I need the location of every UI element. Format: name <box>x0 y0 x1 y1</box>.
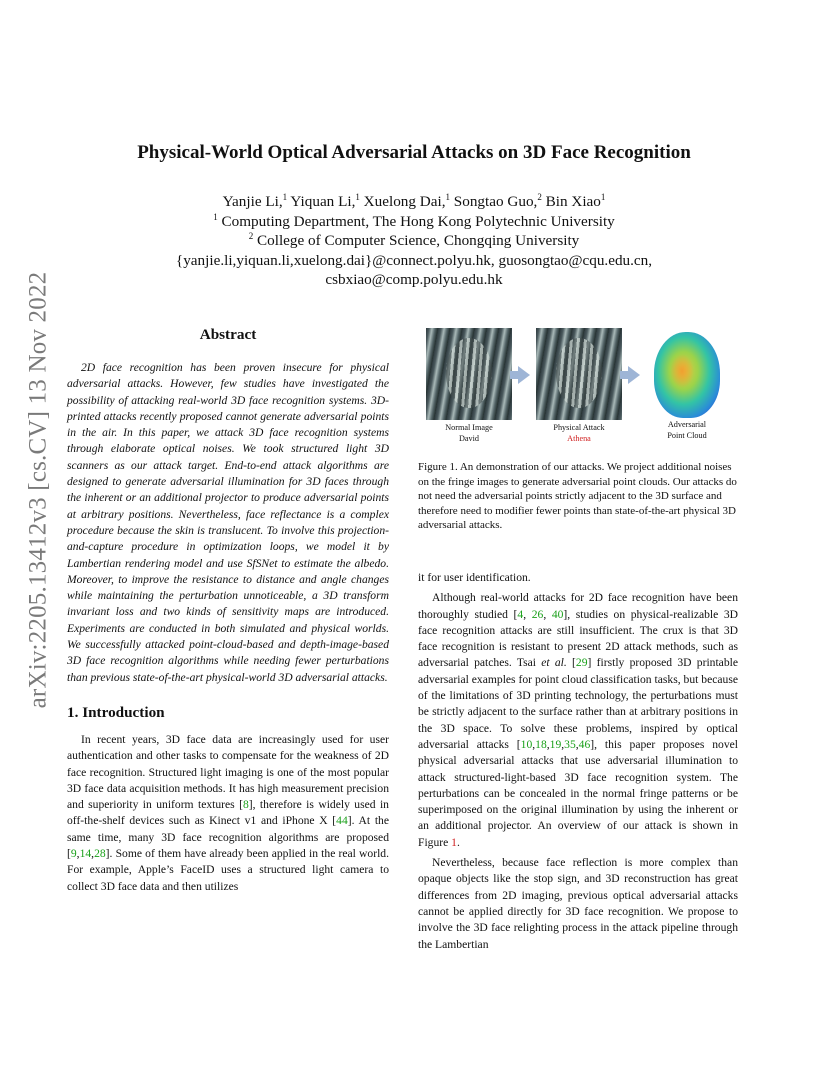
email-line-2: csbxiao@comp.polyu.edu.hk <box>325 271 503 289</box>
figure-caption: Figure 1. An demonstration of our attacks. We project additional noises on the fringe images to generate adversarial point clouds. Our attacks do not need the adversarial points strictly adjacent to the 3D surface and therefore need to modifier fewer points than state-of-the-art physical 3D adversarial attacks. <box>418 461 737 532</box>
citation-link[interactable]: 28 <box>94 847 106 861</box>
citation-link[interactable]: 46 <box>578 737 591 751</box>
affiliation-1 <box>70 212 758 232</box>
text-run: Although real-world attacks for 2D face recognition have been thoroughly studied [ <box>418 591 738 621</box>
affil-mark: 1 <box>282 191 288 202</box>
citation-link[interactable]: 40 <box>551 607 564 621</box>
abstract-heading: Abstract <box>199 326 257 343</box>
citation-link[interactable]: 8 <box>242 798 249 812</box>
intro-paragraph-1: In recent years, 3D face data are increasingly used for user authentication and other tasks to compensate for the weakness of 2D face recognition. Structured light imaging is one of the most popular 3D face data acquisition methods. It has high measurement precision and superiority in uniform textures [8], therefore is widely used in off-the-shelf devices such as Kinect v1 and iPhone X [44]. At the same time, many 3D face recognition algorithms are proposed [9,14,28]. Some of them have already been applied in the real world. For example, Apple’s FaceID uses a structured light camera to collect 3D face data and then utilizes <box>67 732 389 893</box>
text-run: . <box>456 835 460 849</box>
author-block <box>70 192 758 290</box>
caption-line: Physical Attack <box>553 423 605 432</box>
arrow-icon <box>628 366 640 384</box>
text-run: ], this paper proposes novel physical adversarial attacks that use adversarial illumination to attack structured-light-based 3D face recognition system. The perturbations can be concealed in the normal fringe patterns or be superimposed on the original illumination by using the inherent or an additional projector. An overview of our attack is shown in Figure <box>418 737 739 849</box>
caption-line: Normal Image <box>445 423 493 432</box>
text-run: ] firstly proposed 3D printable adversarial examples for point cloud classification tasks, but because of the limitations of 3D printing technology, the perturbations must be strictly adjacent to the surface rather than at arbitrary positions in the 3D space. To solve these problems, inspired by optical adversarial attacks [ <box>418 656 738 751</box>
affil-mark: 1 <box>213 211 218 222</box>
author-name: Songtao Guo, <box>450 193 538 210</box>
citation-link[interactable]: 14 <box>79 847 92 861</box>
text-run: ], studies on physical-realizable 3D face recognition attacks are still insufficient. The crux is that 3D face recognition is resistant to present 2D attack methods, such as adversarial patches. Tsai <box>418 607 739 670</box>
text-run: ]. At the same time, many 3D face recognition algorithms are proposed [ <box>67 814 389 861</box>
citation-link[interactable]: 26 <box>531 607 544 621</box>
caption-line: David <box>458 433 479 443</box>
panel-caption-attack <box>536 423 622 444</box>
arxiv-side-label: arXiv:2205.13412v3 [cs.CV] 13 Nov 2022 <box>24 271 52 709</box>
citation-link[interactable]: 10 <box>520 737 533 751</box>
affiliation-2 <box>70 231 758 251</box>
figure-1 <box>418 328 738 452</box>
figure-link[interactable]: 1 <box>451 835 457 849</box>
text-run: [ <box>566 656 576 670</box>
affil-mark: 2 <box>537 191 542 202</box>
author-name: Xuelong Dai, <box>359 193 446 210</box>
caption-line: Athena <box>567 433 591 443</box>
affiliation-text: College of Computer Science, Chongqing University <box>253 232 580 250</box>
arxiv-side-label-box <box>18 271 58 709</box>
author-name: Yanjie Li, <box>222 193 283 210</box>
citation-link[interactable]: 44 <box>336 814 348 828</box>
citation-link[interactable]: 4 <box>517 607 524 621</box>
citation-link[interactable]: 35 <box>564 737 576 751</box>
arrow-icon <box>518 366 530 384</box>
abstract-text: 2D face recognition has been proven insecure for physical adversarial attacks. However, few studies have investigated the possibility of attacking real-world 3D face recognition systems. 3D-printed attacks recently proposed cannot generate adversarial points in the air. In this paper, we attack 3D face recognition systems through elaborate optical noises. We took structured light 3D scanners as our attack target. End-to-end attack algorithms are designed to generate adversarial illumination for 3D faces through the inherent or an additional projector to produce adversarial points at arbitrary positions. Nevertheless, face reflectance is a complex procedure because the skin is translucent. To involve this projection-and-capture procedure in optimization loops, we model it by Lambertian rendering model and use SfSNet to estimate the albedo. Moreover, to improve the resistance to distance and angle changes while maintaining the perturbation unnoticeable, a 3D transform invariant loss and two kinds of sensitivity maps are introduced. Experiments are conducted in both simulated and physical worlds. We successfully attacked point-cloud-based and depth-image-based 3D face recognition algorithms while needing fewer perturbations than previous state-of-the-art physical-world 3D adversarial attacks. <box>67 361 389 684</box>
intro-continuation: it for user identification. <box>418 571 531 584</box>
left-column <box>67 326 389 895</box>
face-image-david <box>426 328 512 420</box>
point-cloud-panel <box>644 328 730 420</box>
text-run: ], therefore is widely used in off-the-shelf devices such as Kinect v1 and iPhone X [ <box>67 798 389 828</box>
affil-mark: 1 <box>355 191 360 202</box>
panel-caption-normal <box>426 423 512 444</box>
citation-link[interactable]: 9 <box>70 847 77 861</box>
author-name: Bin Xiao <box>541 193 601 210</box>
intro-paragraph-3: Nevertheless, because face reflection is more complex than opaque objects like the stop sign, and 3D reconstruction has great differences from 2D imaging, previous optical adversarial attacks cannot be applied directly for 3D face recognition. We propose to involve the 3D face relighting process in the attack pipeline through the Lambertian <box>418 856 738 951</box>
right-column <box>418 570 738 953</box>
intro-heading: 1. Introduction <box>67 703 165 721</box>
intro-paragraph-2: Although real-world attacks for 2D face recognition have been thoroughly studied [4, 26, 40], studies on physical-realizable 3D face recognition attacks are still insufficient. The crux is that 3D face recognition is resistant to present 2D attack methods, such as adversarial patches. Tsai et al. [29] firstly proposed 3D printable adversarial examples for point cloud classification tasks, but because of the limitations of 3D printing technology, the perturbations must be strictly adjacent to the surface rather than at arbitrary positions in the 3D space. To solve these problems, inspired by optical adversarial attacks [10,18,19,35,46], this paper proposes novel physical adversarial attacks that use adversarial illumination to attack structured-light-based 3D face recognition system. The perturbations can be concealed in the normal fringe patterns or be superimposed on the original illumination by using the inherent or an additional projector. An overview of our attack is shown in Figure 1. <box>418 591 739 849</box>
text-run: et al. <box>541 656 567 670</box>
text-run: In recent years, 3D face data are increasingly used for user authentication and other tasks to compensate for the weakness of 2D face recognition. Structured light imaging is one of the most popular 3D face data acquisition methods. It has high measurement precision and superiority in uniform textures [ <box>67 732 389 812</box>
affil-mark: 2 <box>248 231 254 242</box>
text-run: ]. Some of them have already been applied in the real world. For example, Apple’s FaceID uses a structured light camera to collect 3D face data and then utilizes <box>67 847 389 893</box>
citation-link[interactable]: 29 <box>575 656 588 670</box>
affil-mark: 1 <box>445 191 450 202</box>
author-line <box>70 192 758 212</box>
author-name: Yiquan Li, <box>287 193 356 210</box>
paper-title: Physical-World Optical Adversarial Attacks on 3D Face Recognition <box>137 142 691 163</box>
face-image-attack <box>536 328 622 420</box>
point-cloud-image <box>644 328 730 420</box>
affil-mark: 1 <box>600 191 606 202</box>
attack-image-panel <box>536 328 622 420</box>
email-line-1: {yanjie.li,yiquan.li,xuelong.dai}@connect.polyu.hk, guosongtao@cqu.edu.cn, <box>175 251 653 269</box>
affiliation-text: Computing Department, The Hong Kong Polytechnic University <box>217 212 615 230</box>
panel-caption-pointcloud <box>644 420 730 441</box>
normal-image-panel <box>426 328 512 420</box>
citation-link[interactable]: 18 <box>535 737 547 751</box>
citation-link[interactable]: 19 <box>549 737 562 751</box>
caption-line: Adversarial <box>667 420 707 429</box>
caption-line: Point Cloud <box>667 430 707 440</box>
